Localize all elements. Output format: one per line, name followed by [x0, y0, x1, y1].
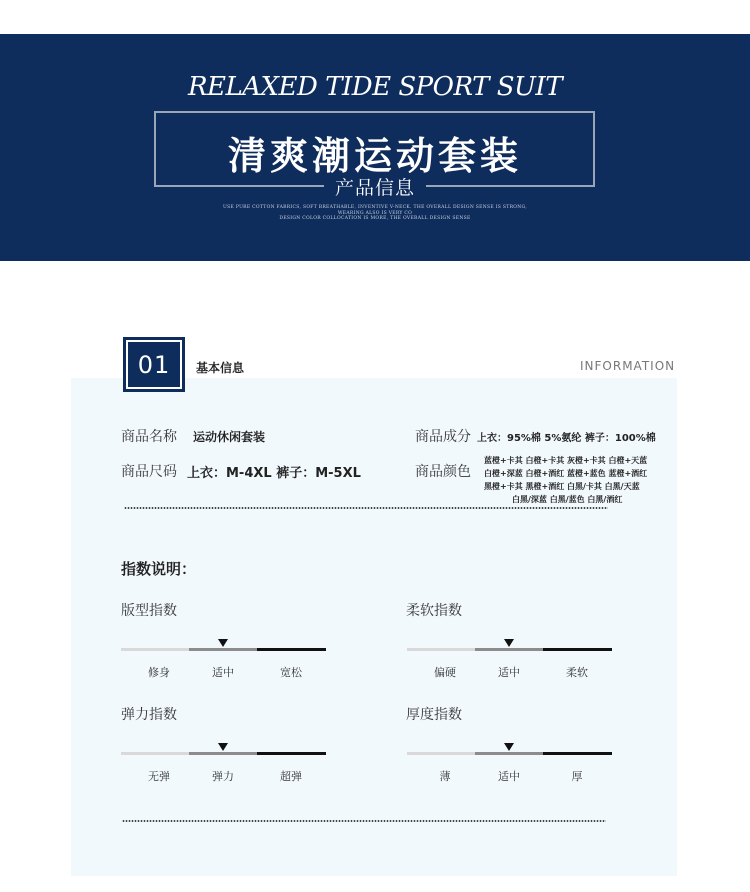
scale-segment: [407, 752, 475, 755]
scale-segment: [407, 648, 475, 651]
product-name-label: 商品名称: [121, 429, 177, 445]
section-number: 01: [137, 351, 171, 379]
banner-small-line: USE PURE COTTON FABRICS, SOFT BREATHABLE, INVENTIVE V-NECK. THE OVERALL DESIGN SENSE IS STRONG,: [223, 205, 527, 210]
color-option-line: 白黑/深蓝 白黑/蓝色 白黑/酒红: [512, 495, 623, 504]
scale-segment: [189, 648, 257, 651]
scale-segment: [543, 752, 612, 755]
info-panel: [71, 378, 677, 876]
scale-marker-icon: [504, 639, 514, 647]
scale-tick-label: 适中: [498, 770, 520, 783]
product-name-value: 运动休闲套装: [193, 430, 266, 444]
size-label: 商品尺码: [121, 464, 177, 480]
size-value: 上衣：M-4XL 裤子：M-5XL: [187, 466, 361, 481]
scale-tick-label: 无弹: [148, 770, 170, 783]
scale-segment: [257, 648, 326, 651]
elasticity-index-title: 弹力指数: [121, 707, 177, 723]
scale-segment: [543, 648, 612, 651]
scale-segment: [257, 752, 326, 755]
scale-tick-label: 适中: [212, 666, 234, 679]
section-label: 基本信息: [196, 361, 245, 375]
scale-tick-label: 薄: [439, 770, 451, 783]
index-title: 指数说明：: [121, 560, 197, 578]
material-value: 上衣：95%棉 5%氨纶 裤子：100%棉: [477, 433, 656, 444]
scale-tick-label: 超弹: [280, 770, 302, 783]
scale-tick-label: 修身: [148, 666, 170, 679]
scale-segment: [121, 648, 189, 651]
banner-small-text: [200, 205, 550, 222]
banner-small-line: DESIGN COLOR COLLOCATION IS MORE, THE OVERALL DESIGN SENSE: [279, 216, 471, 221]
color-option-line: 蓝橙+卡其 白橙+卡其 灰橙+卡其 白橙+天蓝: [484, 456, 648, 465]
scale-marker-icon: [218, 743, 228, 751]
section-info-label: INFORMATION: [580, 359, 676, 373]
thickness-index-scale: [407, 740, 612, 783]
scale-segment: [121, 752, 189, 755]
banner-title-en: RELAXED TIDE SPORT SUIT: [187, 72, 563, 102]
scale-segment: [189, 752, 257, 755]
thickness-index-title: 厚度指数: [406, 707, 462, 723]
dotted-divider: [124, 507, 608, 509]
scale-marker-icon: [218, 639, 228, 647]
fit-index-scale: [121, 636, 326, 679]
scale-tick-label: 弹力: [212, 770, 234, 783]
material-label: 商品成分: [415, 429, 471, 445]
softness-index-title: 柔软指数: [406, 603, 462, 619]
banner-small-line: WEARING ALSO IS VERY CO: [337, 210, 413, 216]
scale-tick-label: 柔软: [566, 666, 588, 679]
dotted-divider: [122, 820, 606, 822]
color-option-line: 白橙+深蓝 白橙+酒红 蓝橙+蓝色 蓝橙+酒红: [484, 469, 648, 478]
scale-tick-label: 宽松: [280, 666, 302, 679]
fit-index-title: 版型指数: [121, 603, 177, 619]
scale-segment: [475, 752, 543, 755]
elasticity-index-scale: [121, 740, 326, 783]
banner-title-cn: 清爽潮运动套装: [227, 133, 522, 178]
color-label: 商品颜色: [415, 464, 471, 480]
color-option-line: 黑橙+卡其 黑橙+酒红 白黑/卡其 白黑/天蓝: [484, 482, 640, 491]
scale-tick-label: 适中: [498, 666, 520, 679]
scale-tick-label: 偏硬: [434, 666, 456, 679]
scale-segment: [475, 648, 543, 651]
scale-tick-label: 厚: [571, 770, 583, 783]
scale-marker-icon: [504, 743, 514, 751]
banner-subtitle: 产品信息: [334, 177, 415, 199]
softness-index-scale: [407, 636, 612, 679]
section-number-box: [123, 337, 185, 392]
